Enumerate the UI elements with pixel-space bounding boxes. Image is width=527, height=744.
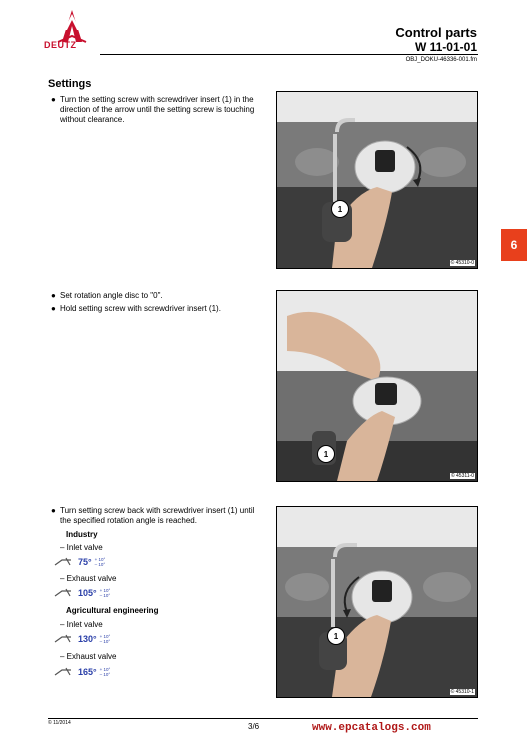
torque-wrench-icon [54,634,72,644]
section-title: Settings [48,78,92,90]
figure-3 [276,506,478,698]
bullet-dot-icon: ● [51,95,56,104]
page-subtitle: W 11-01-01 [414,40,477,54]
page-title: Control parts [395,25,477,40]
figure-id: © 45311-0 [450,473,474,479]
page-number: 3/6 [248,722,260,731]
torque-wrench-icon [54,667,72,677]
engine-photo-2 [277,291,477,481]
bullet-dot-icon: ● [51,291,56,300]
brand-name: DEUTZ [44,40,77,50]
callout-1: 1 [327,627,345,645]
engine-photo-1 [277,92,477,268]
step-3-bullet-1: ● Turn setting screw back with screwdriver insert (1) until the specified rotation angle is reached. [51,506,255,525]
figure-id: © 45310-0 [450,260,474,266]
agricultural-exhaust-label: – Exhaust valve [60,652,117,661]
chapter-tab[interactable]: 6 [501,229,527,261]
figure-id: © 45310-1 [450,689,474,695]
callout-1: 1 [331,200,349,218]
agricultural-inlet-angle: 130° + 10° – 10° [54,634,110,644]
industry-exhaust-label: – Exhaust valve [60,574,117,583]
bullet-dot-icon: ● [51,304,56,313]
bullet-dot-icon: ● [51,506,56,515]
step-2-bullet-1: ● Set rotation angle disc to "0". [51,291,163,300]
industry-inlet-label: – Inlet valve [60,543,103,552]
copyright: © 11/2014 [48,720,71,726]
footer-divider [48,718,478,719]
figure-2 [276,290,478,482]
torque-wrench-icon [54,557,72,567]
figure-1 [276,91,478,269]
agricultural-inlet-label: – Inlet valve [60,620,103,629]
agricultural-heading: Agricultural engineering [66,606,159,615]
industry-heading: Industry [66,530,98,539]
header-divider [100,54,478,55]
step-1-bullet-1: ● Turn the setting screw with screwdriver insert (1) in the direction of the arrow until the setting screw is touching without clearance. [51,95,255,124]
watermark: www.epcatalogs.com [312,722,431,734]
industry-inlet-angle: 75° + 10° – 10° [54,557,105,567]
torque-wrench-icon [54,588,72,598]
engine-photo-3 [277,507,477,697]
agricultural-exhaust-angle: 165° + 10° – 10° [54,667,110,677]
industry-exhaust-angle: 105° + 10° – 10° [54,588,110,598]
callout-1: 1 [317,445,335,463]
step-2-bullet-2: ● Hold setting screw with screwdriver insert (1). [51,304,221,313]
doc-ref: OBJ_DOKU-46336-001.fm [405,57,477,63]
